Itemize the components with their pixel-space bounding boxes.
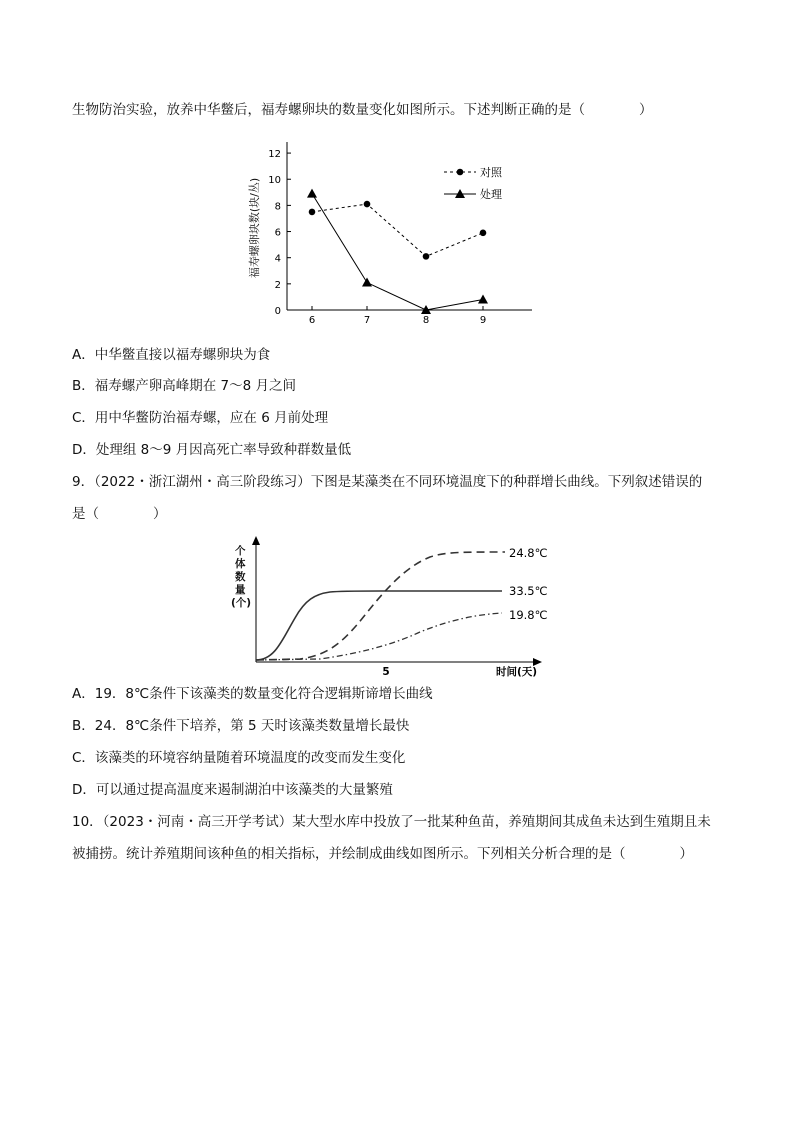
q9-option-a: A．19．8℃条件下该藻类的数量变化符合逻辑斯谛增长曲线 bbox=[72, 686, 433, 702]
control-point-7 bbox=[364, 201, 371, 208]
chart1-y-tick-0: 0 bbox=[274, 306, 281, 317]
chart1-y-tick-10: 10 bbox=[268, 175, 281, 187]
q8-stem: 生物防治实验，放养中华鳖后，福寿螺卵块的数量变化如图所示。下述判断正确的是（ ） bbox=[72, 102, 653, 118]
control-point-9 bbox=[480, 230, 487, 237]
treatment-point-7 bbox=[362, 278, 372, 287]
chart2-x-label: 时间(天) bbox=[496, 666, 538, 678]
chart1-x-tick-9: 9 bbox=[479, 315, 487, 326]
curve-33-5 bbox=[256, 591, 502, 660]
curve-19-8 bbox=[256, 613, 502, 660]
chart1-y-tick-8: 8 bbox=[274, 201, 281, 213]
q8-option-c: C．用中华鳖防治福寿螺，应在 6 月前处理 bbox=[72, 410, 329, 426]
treatment-point-6 bbox=[307, 189, 317, 198]
label-19-8: 19.8℃ bbox=[509, 608, 548, 622]
legend-circle-marker bbox=[457, 169, 464, 176]
q9-option-b: B．24．8℃条件下培养，第 5 天时该藻类数量增长最快 bbox=[72, 718, 410, 734]
control-point-6 bbox=[309, 209, 316, 216]
control-point-8 bbox=[423, 253, 430, 260]
q9-stem-line1: 9．（2022・浙江湖州・高三阶段练习）下图是某藻类在不同环境温度下的种群增长曲线。下列叙述错误的 bbox=[72, 474, 703, 490]
label-33-5: 33.5℃ bbox=[509, 584, 548, 598]
legend-control-label: 对照 bbox=[480, 166, 502, 179]
chart1-y-tick-12: 12 bbox=[268, 149, 281, 161]
chart1-x-tick-7: 7 bbox=[363, 315, 371, 326]
chart1-x-tick-6: 6 bbox=[308, 315, 316, 326]
chart1-x-tick-8: 8 bbox=[422, 315, 430, 326]
q8-option-b: B．福寿螺产卵高峰期在 7～8 月之间 bbox=[72, 378, 297, 394]
chart1-y-tick-6: 6 bbox=[274, 227, 281, 239]
q10-stem-line1: 10．（2023・河南・高三开学考试）某大型水库中投放了一批某种鱼苗，养殖期间其成鱼未达到生殖期且未 bbox=[72, 814, 711, 830]
q8-option-a: A．中华鳖直接以福寿螺卵块为食 bbox=[72, 347, 271, 363]
chart2-y-label: 个 体 数 量 (个) bbox=[231, 545, 252, 609]
q9-stem-line2: 是（ ） bbox=[72, 506, 167, 522]
chart1-y-tick-2: 2 bbox=[274, 279, 281, 291]
label-24-8: 24.8℃ bbox=[509, 546, 548, 560]
chart2-x-tick-5: 5 bbox=[382, 666, 390, 678]
chart1-y-label: 福寿螺卵块数(块/丛) bbox=[248, 177, 261, 279]
legend-triangle-marker bbox=[455, 189, 465, 198]
chart1-y-tick-4: 4 bbox=[274, 253, 281, 265]
treatment-point-8 bbox=[421, 305, 431, 314]
q8-option-d: D．处理组 8～9 月因高死亡率导致种群数量低 bbox=[72, 442, 352, 458]
chart1-control-line bbox=[312, 204, 483, 256]
legend-treatment-label: 处理 bbox=[480, 188, 502, 201]
q9-option-d: D．可以通过提高温度来遏制湖泊中该藻类的大量繁殖 bbox=[72, 782, 393, 798]
chart1-treatment-line bbox=[312, 194, 483, 310]
q9-option-c: C．该藻类的环境容纳量随着环境温度的改变而发生变化 bbox=[72, 750, 406, 766]
treatment-point-9 bbox=[478, 295, 488, 304]
curve-24-8 bbox=[256, 552, 505, 660]
q10-stem-line2: 被捕捞。统计养殖期间该种鱼的相关指标，并绘制成曲线如图所示。下列相关分析合理的是（ ） bbox=[72, 846, 693, 862]
